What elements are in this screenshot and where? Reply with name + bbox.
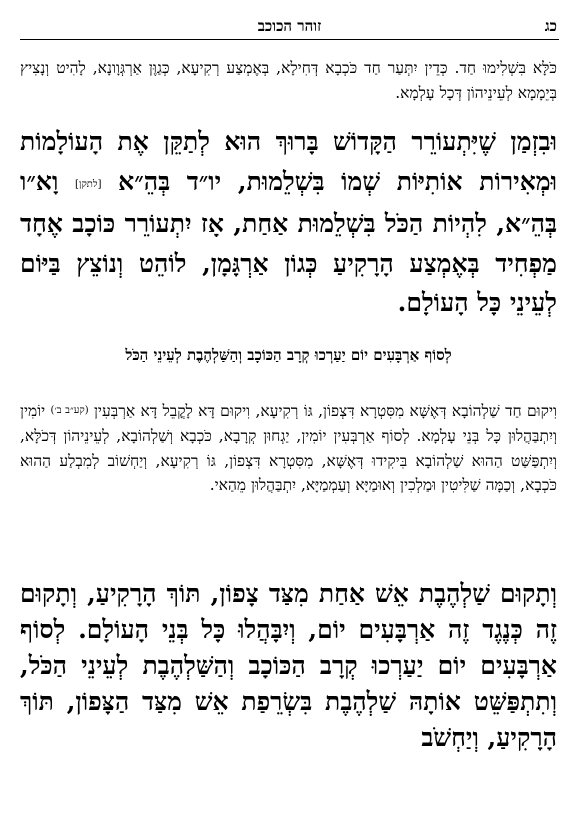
aramaic-text: יוֹמִין וְיִתְבַּהֲלוּן כָּל בְּנֵי עָלְמָא. לְסוֹף אַרְבְּעִין יוֹמִין, יַגְחוּן קְרָבָא, כֹּכְבָא וְשַׁלְהוֹבָא, לְעֵינֵיהוֹן דְּכֹלָּא, וְיִתְפַּשַּׁט הַהוּא שַׁלְהוֹבָא בִּיקִידוּ דְּאֶשָּׁא, מִסִּטְרָא דִּצְפוֹן, גּוֹ רְקִיעָא, וְיַחְשׁוֹב לְמִבְלַע הַהוּא כֹּכְבָא, וְכַמָּה שַׁלִּיטִין וּמַלְכִין וְאוּמַיָּא וְעַמְמַיָּא, יִתְבַּהֲלוּן מֵהַאי.	[20, 402, 557, 495]
folio-reference: (קע״ב ב׳)	[50, 405, 89, 416]
hebrew-text: וּבִזְמַן שֶׁיִּתְעוֹרֵר הַקָּדוֹשׁ בָּרוּךְ הוּא לְתַקֵּן אֶת הָעוֹלָמוֹת וּמְאִירוֹת אוֹתִיּוֹת שְׁמוֹ בִּשְׁלֵמוּת, יו״ד בְּהֵ״א	[20, 127, 557, 196]
page-number: כג	[544, 17, 557, 35]
section-heading: לְסוֹף אַרְבָּעִים יוֹם יַעַרְכוּ קְרָב הַכּוֹכָב וְהַשַּׁלְהֶבֶת לְעֵינֵי הַכֹּל	[125, 346, 452, 364]
hebrew-paragraph	[20, 576, 557, 756]
hebrew-text: וְתָקוּם שַׁלְהֶבֶת אֵשׁ אַחַת מִצַּד צָפוֹן, תּוֹךְ הָרָקִיעַ, וְתָקוּם זֶה כְּנֶגֶד זֶה אַרְבָּעִים יוֹם, וְיִבָּהֲלוּ כָּל בְּנֵי הָעוֹלָם. לְסוֹף אַרְבָּעִים יוֹם יַעַרְכוּ קְרָב הַכּוֹכָב וְהַשַּׁלְהֶבֶת לְעֵינֵי הַכֹּל, וְתִתְפַּשֵּׁט אוֹתָהּ שַׁלְהֶבֶת בִּשְׂרֵפַת אֵשׁ מִצַּד הַצָּפוֹן, תּוֹךְ הָרָקִיעַ, וְיַחְשֹׁב	[20, 579, 557, 752]
aramaic-paragraph	[20, 399, 557, 498]
aramaic-paragraph	[20, 56, 557, 106]
running-title: זוהר הכוכב	[257, 17, 322, 35]
hebrew-paragraph	[20, 122, 557, 323]
header-rule	[20, 39, 559, 40]
bracket-note: [לתקן]	[75, 178, 102, 190]
hebrew-text: וָא״ו בְּהֵ״א, לִהְיוֹת הַכֹּל בִּשְׁלֵמוּת אַחַת, אָז יִתְעוֹרֵר כּוֹכָב אֶחָד מַפְחִיד בְּאֶמְצַע הָרָקִיעַ כְּגוֹן אַרְגָּמָן, לוֹהֵט וְנוֹצֵץ בַּיּוֹם לְעֵינֵי כָּל הָעוֹלָם.	[20, 166, 557, 317]
aramaic-text: וִיקוּם חַד שַׁלְהוֹבָא דְּאֶשָּׁא מִסִּטְרָא דִּצְפוֹן, גּוֹ רְקִיעָא, וִיקוּם דָּא לָקֳבֵל דָּא אַרְבְּעִין	[93, 402, 557, 420]
page-header	[22, 17, 557, 41]
aramaic-text: כֹּלָּא בִּשְׁלִימוּ חַד. כְּדֵין יִתְּעַר חַד כֹּכְבָא דְּחִילָא, בְּאֶמְצַע רְקִיעָא, כְּגַוֶּן אַרְגְּוָונָא, לָהִיט וְנָצִיץ בְּיֵמָמָא לְעֵינֵיהוֹן דְּכָל עָלְמָא.	[20, 59, 557, 102]
